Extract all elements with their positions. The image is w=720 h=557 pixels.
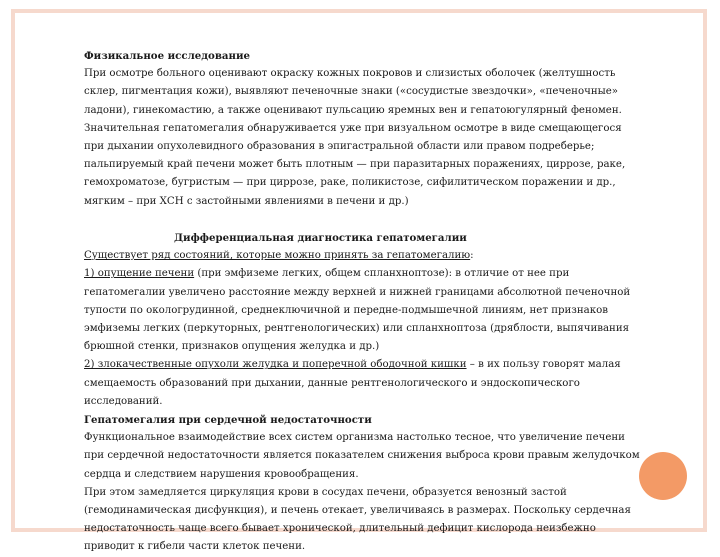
text-line: тупости по окологрудинной, среднеключичной и передне-подмышечной линиям, нет признаков — [84, 304, 608, 316]
underlined-text: 2) злокачественные опухоли желудка и поперечной ободочной кишки — [84, 359, 467, 371]
text-line: Существует ряд состояний, которые можно принять за гепатомегалию: — [84, 250, 474, 262]
text-line: ладони), гинекомастию, а также оценивают пульсацию яремных вен и гепатоюгулярный феномен. — [84, 104, 622, 116]
text-line: При осмотре больного оценивают окраску кожных покровов и слизистых оболочек (желтушность — [84, 68, 616, 80]
text-line: исследований. — [84, 395, 163, 407]
text-line: эмфиземы легких (перкуторных, рентгенологических) или спланхноптоза (дряблости, выпячивания — [84, 323, 630, 335]
text-line: При этом замедляется циркуляция крови в сосудах печени, образуется венозный застой — [84, 486, 567, 498]
text-line: смещаемость образований при дыхании, данные рентгенологического и эндоскопического — [84, 377, 580, 389]
text-line: склер, пигментация кожи), выявляют печеночные знаки («сосудистые звездочки», «печеночные» — [84, 86, 618, 98]
text-line: пальпируемый край печени может быть плотным — при паразитарных поражениях, циррозе, раке, — [84, 159, 626, 171]
text-line: приводит к гибели части клеток печени. — [84, 541, 306, 553]
underlined-text: 1) опущение печени — [84, 268, 195, 280]
underlined-text: Существует ряд состояний, которые можно принять за гепатомегалию — [84, 250, 471, 262]
text-line: брюшной стенки, признаков опущения желудка и др.) — [84, 341, 380, 353]
text-line: при сердечной недостаточности является показателем снижения выброса крови правым желудочком — [84, 450, 640, 462]
text-line: Функциональное взаимодействие всех систем организма настолько тесное, что увеличение печени — [84, 432, 625, 444]
text-line: мягким – при ХСН с застойными явлениями в печени и др.) — [84, 195, 409, 207]
section-heading-physical-exam: Физикальное исследование — [84, 50, 250, 62]
text-line: недостаточность чаще всего бывает хронической, длительный дефицит кислорода неизбежно — [84, 523, 596, 535]
section-heading-differential: Дифференциальная диагностика гепатомегалии — [174, 232, 467, 245]
text-line: 1) опущение печени (при эмфиземе легких, общем спланхноптозе): в отличие от нее при — [84, 268, 570, 280]
section-heading-heart-failure: Гепатомегалия при сердечной недостаточности — [84, 414, 372, 427]
text-line: гемохроматозе, бугристым — при циррозе, раке, поликистозе, сифилитическом поражении и др., — [84, 177, 616, 189]
text-line: при дыхании опухолевидного образования в эпигастральной области или правом подреберье; — [84, 141, 595, 153]
text-line: Значительная гепатомегалия обнаруживается уже при визуальном осмотре в виде смещающегося — [84, 122, 622, 134]
text-line: (гемодинамическая дисфункция), и печень отекает, увеличиваясь в размерах. Поскольку сердечная — [84, 505, 631, 517]
text-line: сердца и следствием нарушения кровообращения. — [84, 468, 359, 480]
slide-text — [84, 47, 684, 557]
text-line: гепатомегалии увеличено расстояние между верхней и нижней границами абсолютной печеночной — [84, 286, 631, 298]
spacer-line — [84, 211, 684, 229]
text-line: 2) злокачественные опухоли желудка и поперечной ободочной кишки – в их пользу говорят малая — [84, 359, 621, 371]
